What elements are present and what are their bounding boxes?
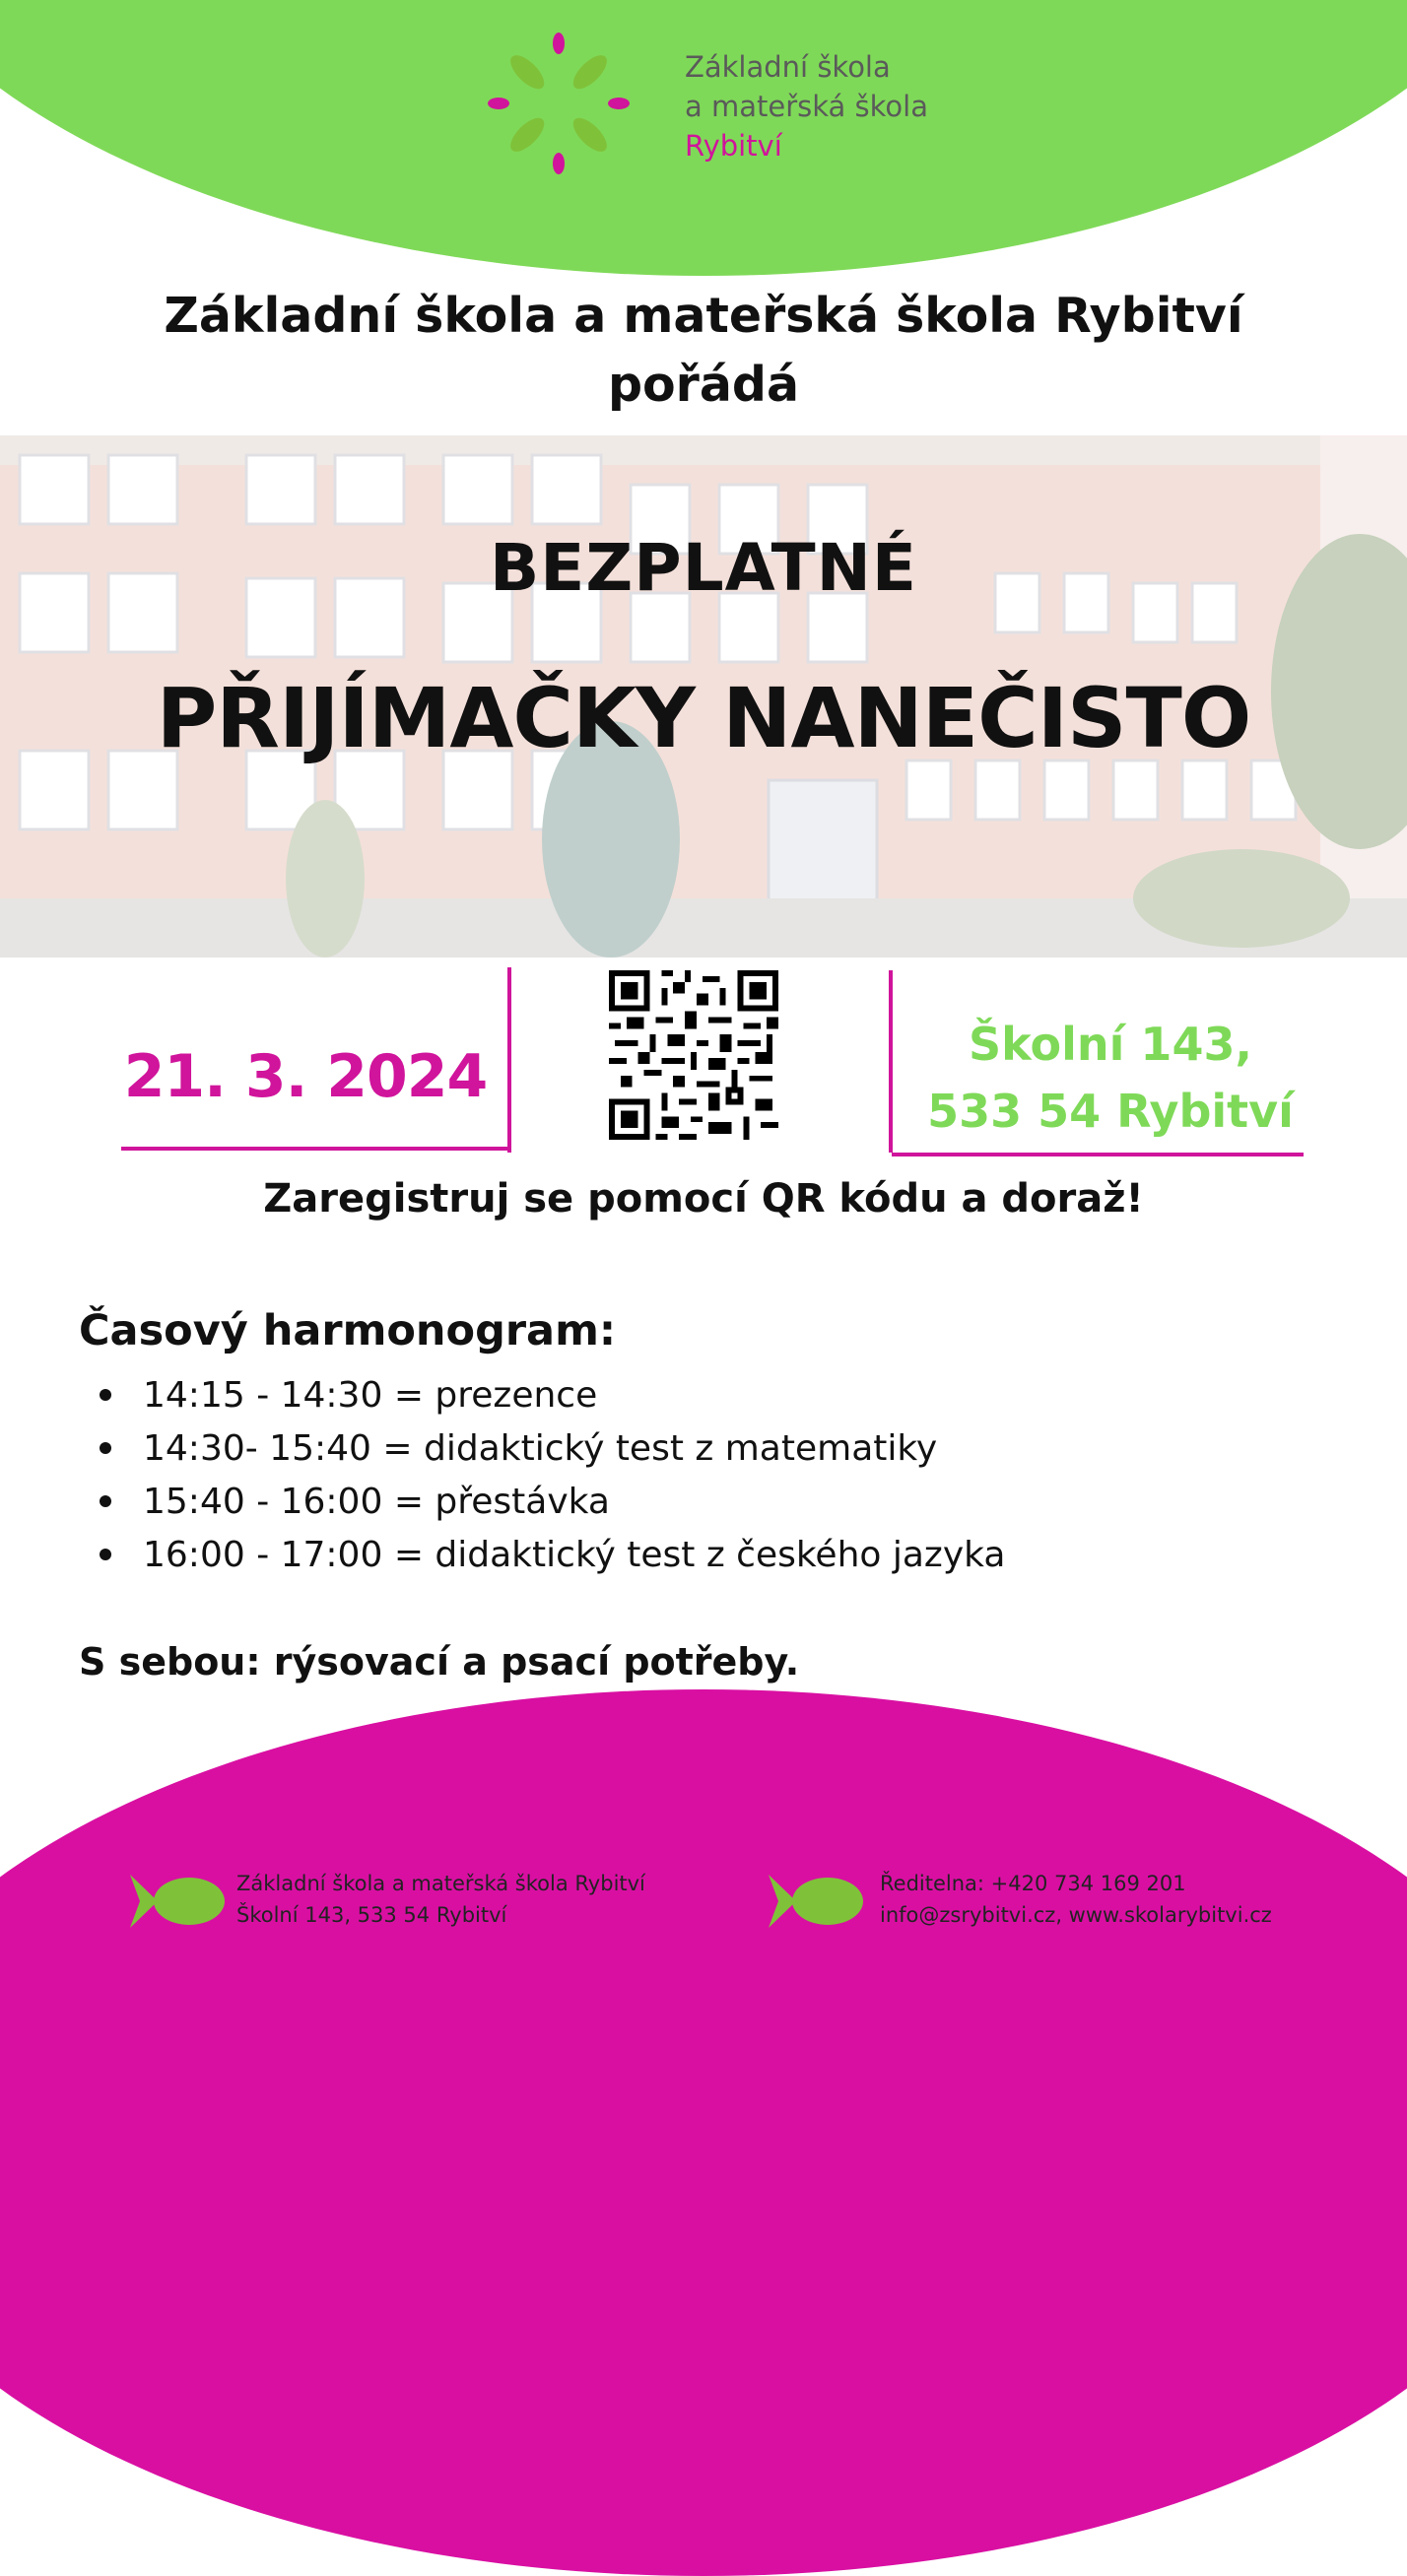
logo-line-1: Základní škola [685, 50, 891, 84]
underline-address [892, 1153, 1304, 1156]
logo-text [685, 47, 928, 165]
schedule-item: 14:30- 15:40 = didaktický test z matematiky [143, 1422, 1005, 1476]
address-line-2: 533 54 Rybitví [927, 1085, 1294, 1138]
fish-icon [767, 1867, 865, 1936]
qr-code-icon[interactable] [609, 970, 778, 1140]
event-title: PŘIJÍMAČKY NANEČISTO [156, 670, 1251, 766]
footer-contact-info [880, 1868, 1272, 1931]
free-label: BEZPLATNÉ [490, 530, 917, 606]
underline-date [121, 1147, 510, 1151]
footer-school-name: Základní škola a mateřská škola Rybitví [236, 1872, 645, 1895]
event-date: 21. 3. 2024 [123, 1042, 488, 1111]
footer-school-address: Školní 143, 533 54 Rybitví [236, 1903, 507, 1927]
footer-email-web[interactable]: info@zsrybitvi.cz, www.skolarybitvi.cz [880, 1903, 1272, 1927]
footer-magenta-arc [0, 1689, 1407, 2576]
schedule-item: 14:15 - 14:30 = prezence [143, 1369, 1005, 1422]
schedule-title: Časový harmonogram: [79, 1306, 617, 1355]
bring-items-note: S sebou: rýsovací a psací potřeby. [79, 1640, 800, 1684]
address-line-1: Školní 143, [969, 1018, 1252, 1071]
organizer-headline [0, 282, 1407, 420]
headline-line-2: pořádá [607, 357, 800, 413]
footer-school-info [236, 1868, 645, 1931]
schedule-item: 16:00 - 17:00 = didaktický test z českého jazyka [143, 1529, 1005, 1582]
divider-left [507, 967, 511, 1153]
school-logo-icon [485, 30, 633, 177]
divider-right [889, 970, 893, 1153]
register-instruction: Zaregistruj se pomocí QR kódu a doraž! [263, 1176, 1144, 1222]
event-address [899, 1011, 1322, 1145]
footer-phone: Ředitelna: +420 734 169 201 [880, 1872, 1186, 1895]
fish-icon [128, 1867, 227, 1936]
logo-line-2: a mateřská škola [685, 90, 928, 123]
schedule-list [143, 1369, 1005, 1582]
schedule-item: 15:40 - 16:00 = přestávka [143, 1476, 1005, 1529]
headline-line-1: Základní škola a mateřská škola Rybitví [164, 288, 1243, 344]
logo-line-3: Rybitví [685, 129, 782, 163]
